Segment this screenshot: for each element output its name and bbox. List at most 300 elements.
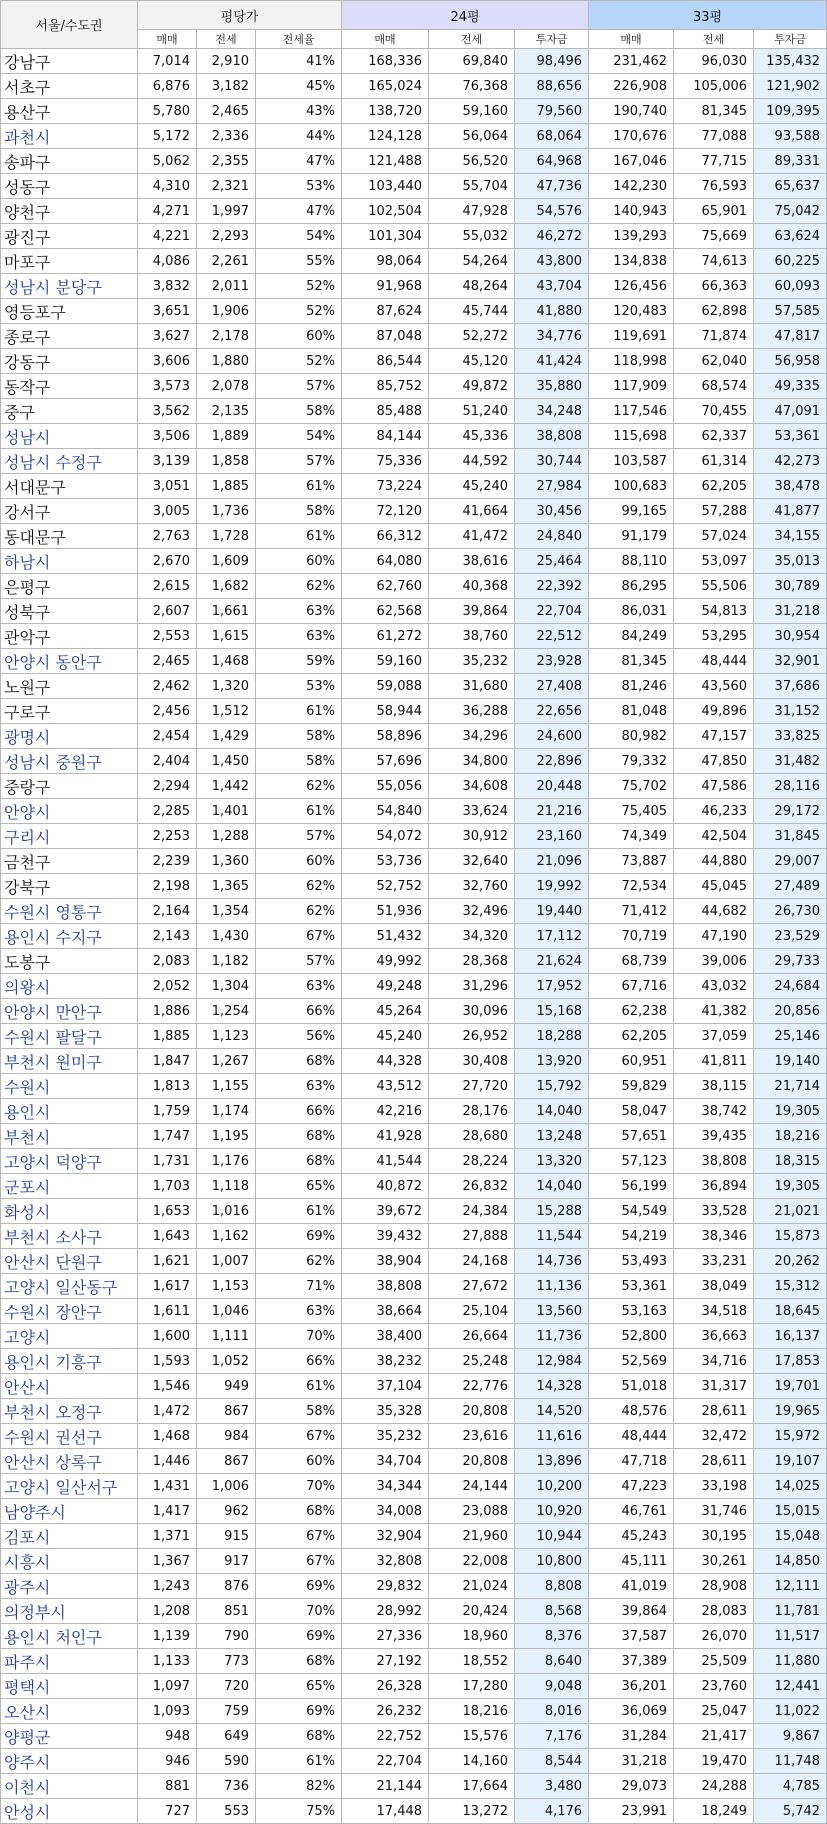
jeonse-ratio-cell: 43% xyxy=(256,99,342,124)
p33-jeonse-cell: 28,083 xyxy=(674,1599,754,1624)
p24-jeonse-cell: 69,840 xyxy=(429,49,515,74)
p33-investment-cell: 14,850 xyxy=(754,1549,827,1574)
p24-sale-cell: 84,144 xyxy=(342,424,429,449)
col-header: 매매 xyxy=(589,30,674,49)
p24-investment-cell: 13,320 xyxy=(515,1149,589,1174)
per-pyeong-jeonse-cell: 1,182 xyxy=(197,949,256,974)
per-pyeong-sale-cell: 4,221 xyxy=(138,224,197,249)
p24-investment-cell: 68,064 xyxy=(515,124,589,149)
p33-sale-cell: 23,991 xyxy=(589,1799,674,1824)
p24-investment-cell: 11,616 xyxy=(515,1424,589,1449)
region-cell: 수원시 영통구 xyxy=(1,899,138,924)
p24-investment-cell: 10,944 xyxy=(515,1524,589,1549)
p24-sale-cell: 54,840 xyxy=(342,799,429,824)
p24-investment-cell: 10,920 xyxy=(515,1499,589,1524)
p24-investment-cell: 47,736 xyxy=(515,174,589,199)
p33-jeonse-cell: 77,088 xyxy=(674,124,754,149)
p24-jeonse-cell: 24,168 xyxy=(429,1249,515,1274)
per-pyeong-jeonse-cell: 867 xyxy=(197,1449,256,1474)
per-pyeong-jeonse-cell: 1,360 xyxy=(197,849,256,874)
per-pyeong-jeonse-cell: 1,997 xyxy=(197,199,256,224)
p24-jeonse-cell: 52,272 xyxy=(429,324,515,349)
p33-investment-cell: 18,315 xyxy=(754,1149,827,1174)
jeonse-ratio-cell: 55% xyxy=(256,249,342,274)
p33-sale-cell: 140,943 xyxy=(589,199,674,224)
table-row xyxy=(1,549,827,574)
p24-sale-cell: 102,504 xyxy=(342,199,429,224)
p24-investment-cell: 3,480 xyxy=(515,1774,589,1799)
table-row xyxy=(1,574,827,599)
per-pyeong-sale-cell: 3,606 xyxy=(138,349,197,374)
per-pyeong-sale-cell: 1,759 xyxy=(138,1099,197,1124)
per-pyeong-jeonse-cell: 1,512 xyxy=(197,699,256,724)
p33-sale-cell: 46,761 xyxy=(589,1499,674,1524)
table-row xyxy=(1,874,827,899)
p33-investment-cell: 11,880 xyxy=(754,1649,827,1674)
p24-investment-cell: 34,248 xyxy=(515,399,589,424)
p24-sale-cell: 98,064 xyxy=(342,249,429,274)
p24-jeonse-cell: 41,664 xyxy=(429,499,515,524)
per-pyeong-jeonse-cell: 590 xyxy=(197,1749,256,1774)
p33-sale-cell: 118,998 xyxy=(589,349,674,374)
p24-sale-cell: 21,144 xyxy=(342,1774,429,1799)
region-cell: 성남시 xyxy=(1,424,138,449)
p24-investment-cell: 24,600 xyxy=(515,724,589,749)
p33-investment-cell: 18,216 xyxy=(754,1124,827,1149)
table-row xyxy=(1,699,827,724)
per-pyeong-jeonse-cell: 1,016 xyxy=(197,1199,256,1224)
region-cell: 안산시 상록구 xyxy=(1,1449,138,1474)
p33-jeonse-cell: 30,261 xyxy=(674,1549,754,1574)
per-pyeong-jeonse-cell: 1,254 xyxy=(197,999,256,1024)
table-row xyxy=(1,1374,827,1399)
group-header-33: 33평 xyxy=(589,1,827,30)
table-row xyxy=(1,124,827,149)
per-pyeong-sale-cell: 2,454 xyxy=(138,724,197,749)
p24-investment-cell: 11,544 xyxy=(515,1224,589,1249)
per-pyeong-sale-cell: 5,172 xyxy=(138,124,197,149)
per-pyeong-sale-cell: 2,404 xyxy=(138,749,197,774)
p33-sale-cell: 52,800 xyxy=(589,1324,674,1349)
p24-jeonse-cell: 55,032 xyxy=(429,224,515,249)
jeonse-ratio-cell: 68% xyxy=(256,1049,342,1074)
p24-investment-cell: 43,800 xyxy=(515,249,589,274)
region-cell: 평택시 xyxy=(1,1674,138,1699)
per-pyeong-jeonse-cell: 1,153 xyxy=(197,1274,256,1299)
region-cell: 성남시 중원구 xyxy=(1,749,138,774)
jeonse-ratio-cell: 52% xyxy=(256,299,342,324)
region-cell: 안양시 xyxy=(1,799,138,824)
per-pyeong-sale-cell: 1,885 xyxy=(138,1024,197,1049)
p24-investment-cell: 22,704 xyxy=(515,599,589,624)
p33-sale-cell: 39,864 xyxy=(589,1599,674,1624)
jeonse-ratio-cell: 68% xyxy=(256,1499,342,1524)
per-pyeong-sale-cell: 4,271 xyxy=(138,199,197,224)
table-row xyxy=(1,174,827,199)
table-row xyxy=(1,1349,827,1374)
jeonse-ratio-cell: 68% xyxy=(256,1124,342,1149)
p33-jeonse-cell: 42,504 xyxy=(674,824,754,849)
p33-investment-cell: 121,902 xyxy=(754,74,827,99)
p33-sale-cell: 99,165 xyxy=(589,499,674,524)
table-row xyxy=(1,374,827,399)
p33-investment-cell: 19,305 xyxy=(754,1099,827,1124)
p33-sale-cell: 45,111 xyxy=(589,1549,674,1574)
header-row-groups xyxy=(1,1,827,30)
p33-sale-cell: 81,345 xyxy=(589,649,674,674)
p33-sale-cell: 54,219 xyxy=(589,1224,674,1249)
p33-sale-cell: 81,048 xyxy=(589,699,674,724)
table-row xyxy=(1,1649,827,1674)
p24-jeonse-cell: 21,960 xyxy=(429,1524,515,1549)
p33-investment-cell: 41,877 xyxy=(754,499,827,524)
per-pyeong-jeonse-cell: 1,429 xyxy=(197,724,256,749)
per-pyeong-sale-cell: 946 xyxy=(138,1749,197,1774)
p33-sale-cell: 57,651 xyxy=(589,1124,674,1149)
table-row xyxy=(1,1049,827,1074)
p24-jeonse-cell: 32,640 xyxy=(429,849,515,874)
per-pyeong-jeonse-cell: 2,465 xyxy=(197,99,256,124)
p24-sale-cell: 39,432 xyxy=(342,1224,429,1249)
region-cell: 성남시 분당구 xyxy=(1,274,138,299)
table-row xyxy=(1,1674,827,1699)
p24-jeonse-cell: 56,064 xyxy=(429,124,515,149)
per-pyeong-jeonse-cell: 2,321 xyxy=(197,174,256,199)
p33-jeonse-cell: 62,040 xyxy=(674,349,754,374)
p24-sale-cell: 51,432 xyxy=(342,924,429,949)
p24-sale-cell: 29,832 xyxy=(342,1574,429,1599)
p24-jeonse-cell: 13,272 xyxy=(429,1799,515,1824)
p24-sale-cell: 75,336 xyxy=(342,449,429,474)
p33-investment-cell: 135,432 xyxy=(754,49,827,74)
p24-sale-cell: 73,224 xyxy=(342,474,429,499)
per-pyeong-jeonse-cell: 2,355 xyxy=(197,149,256,174)
p33-sale-cell: 62,238 xyxy=(589,999,674,1024)
p33-investment-cell: 57,585 xyxy=(754,299,827,324)
table-row xyxy=(1,1749,827,1774)
table-row xyxy=(1,999,827,1024)
per-pyeong-sale-cell: 3,051 xyxy=(138,474,197,499)
p24-investment-cell: 30,744 xyxy=(515,449,589,474)
per-pyeong-jeonse-cell: 1,885 xyxy=(197,474,256,499)
p24-jeonse-cell: 34,608 xyxy=(429,774,515,799)
p33-sale-cell: 73,887 xyxy=(589,849,674,874)
p24-jeonse-cell: 20,808 xyxy=(429,1449,515,1474)
p24-jeonse-cell: 30,096 xyxy=(429,999,515,1024)
p33-jeonse-cell: 54,813 xyxy=(674,599,754,624)
p33-investment-cell: 31,845 xyxy=(754,824,827,849)
p24-jeonse-cell: 30,408 xyxy=(429,1049,515,1074)
jeonse-ratio-cell: 65% xyxy=(256,1674,342,1699)
region-cell: 종로구 xyxy=(1,324,138,349)
p33-investment-cell: 11,781 xyxy=(754,1599,827,1624)
p24-investment-cell: 14,520 xyxy=(515,1399,589,1424)
per-pyeong-jeonse-cell: 1,176 xyxy=(197,1149,256,1174)
p33-investment-cell: 33,825 xyxy=(754,724,827,749)
table-row xyxy=(1,424,827,449)
p33-jeonse-cell: 38,742 xyxy=(674,1099,754,1124)
p24-investment-cell: 35,880 xyxy=(515,374,589,399)
p33-sale-cell: 45,243 xyxy=(589,1524,674,1549)
p33-jeonse-cell: 47,157 xyxy=(674,724,754,749)
p33-sale-cell: 120,483 xyxy=(589,299,674,324)
per-pyeong-sale-cell: 1,367 xyxy=(138,1549,197,1574)
table-row xyxy=(1,1424,827,1449)
p24-sale-cell: 58,896 xyxy=(342,724,429,749)
region-cell: 금천구 xyxy=(1,849,138,874)
p24-sale-cell: 26,232 xyxy=(342,1699,429,1724)
p33-investment-cell: 20,856 xyxy=(754,999,827,1024)
p33-investment-cell: 93,588 xyxy=(754,124,827,149)
p33-investment-cell: 21,021 xyxy=(754,1199,827,1224)
per-pyeong-jeonse-cell: 917 xyxy=(197,1549,256,1574)
jeonse-ratio-cell: 41% xyxy=(256,49,342,74)
per-pyeong-sale-cell: 948 xyxy=(138,1724,197,1749)
table-row xyxy=(1,1299,827,1324)
per-pyeong-jeonse-cell: 1,728 xyxy=(197,524,256,549)
p33-investment-cell: 32,901 xyxy=(754,649,827,674)
jeonse-ratio-cell: 57% xyxy=(256,374,342,399)
table-row xyxy=(1,1324,827,1349)
p33-jeonse-cell: 39,006 xyxy=(674,949,754,974)
p24-investment-cell: 41,880 xyxy=(515,299,589,324)
p24-investment-cell: 27,984 xyxy=(515,474,589,499)
per-pyeong-jeonse-cell: 1,880 xyxy=(197,349,256,374)
p33-jeonse-cell: 36,894 xyxy=(674,1174,754,1199)
region-cell: 중구 xyxy=(1,399,138,424)
p24-jeonse-cell: 45,240 xyxy=(429,474,515,499)
p24-jeonse-cell: 51,240 xyxy=(429,399,515,424)
p24-jeonse-cell: 45,744 xyxy=(429,299,515,324)
per-pyeong-jeonse-cell: 1,450 xyxy=(197,749,256,774)
per-pyeong-jeonse-cell: 1,304 xyxy=(197,974,256,999)
per-pyeong-jeonse-cell: 773 xyxy=(197,1649,256,1674)
p33-sale-cell: 117,909 xyxy=(589,374,674,399)
p33-sale-cell: 190,740 xyxy=(589,99,674,124)
jeonse-ratio-cell: 66% xyxy=(256,1099,342,1124)
jeonse-ratio-cell: 47% xyxy=(256,199,342,224)
p33-investment-cell: 9,867 xyxy=(754,1724,827,1749)
p24-investment-cell: 10,800 xyxy=(515,1549,589,1574)
table-row xyxy=(1,499,827,524)
p33-sale-cell: 53,163 xyxy=(589,1299,674,1324)
table-row xyxy=(1,1724,827,1749)
p33-jeonse-cell: 44,880 xyxy=(674,849,754,874)
p33-jeonse-cell: 44,682 xyxy=(674,899,754,924)
region-cell: 안양시 동안구 xyxy=(1,649,138,674)
jeonse-ratio-cell: 57% xyxy=(256,449,342,474)
per-pyeong-jeonse-cell: 2,910 xyxy=(197,49,256,74)
p24-investment-cell: 15,792 xyxy=(515,1074,589,1099)
per-pyeong-jeonse-cell: 1,155 xyxy=(197,1074,256,1099)
p24-sale-cell: 103,440 xyxy=(342,174,429,199)
p33-investment-cell: 56,958 xyxy=(754,349,827,374)
p24-sale-cell: 22,704 xyxy=(342,1749,429,1774)
p24-jeonse-cell: 27,672 xyxy=(429,1274,515,1299)
p33-investment-cell: 30,954 xyxy=(754,624,827,649)
region-cell: 용인시 수지구 xyxy=(1,924,138,949)
per-pyeong-sale-cell: 2,763 xyxy=(138,524,197,549)
jeonse-ratio-cell: 62% xyxy=(256,1249,342,1274)
p24-sale-cell: 43,512 xyxy=(342,1074,429,1099)
region-cell: 고양시 일산서구 xyxy=(1,1474,138,1499)
jeonse-ratio-cell: 61% xyxy=(256,1199,342,1224)
p24-investment-cell: 34,776 xyxy=(515,324,589,349)
p33-jeonse-cell: 37,059 xyxy=(674,1024,754,1049)
per-pyeong-sale-cell: 2,607 xyxy=(138,599,197,624)
p24-jeonse-cell: 39,864 xyxy=(429,599,515,624)
region-cell: 중랑구 xyxy=(1,774,138,799)
p33-jeonse-cell: 62,337 xyxy=(674,424,754,449)
p33-investment-cell: 49,335 xyxy=(754,374,827,399)
region-cell: 안양시 만안구 xyxy=(1,999,138,1024)
p24-sale-cell: 52,752 xyxy=(342,874,429,899)
region-cell: 강서구 xyxy=(1,499,138,524)
p24-sale-cell: 53,736 xyxy=(342,849,429,874)
p33-jeonse-cell: 57,024 xyxy=(674,524,754,549)
per-pyeong-sale-cell: 5,062 xyxy=(138,149,197,174)
p33-jeonse-cell: 71,874 xyxy=(674,324,754,349)
p24-jeonse-cell: 59,160 xyxy=(429,99,515,124)
jeonse-ratio-cell: 45% xyxy=(256,74,342,99)
p33-jeonse-cell: 34,716 xyxy=(674,1349,754,1374)
per-pyeong-sale-cell: 1,097 xyxy=(138,1674,197,1699)
p33-sale-cell: 41,019 xyxy=(589,1574,674,1599)
p24-sale-cell: 38,808 xyxy=(342,1274,429,1299)
per-pyeong-sale-cell: 2,083 xyxy=(138,949,197,974)
per-pyeong-jeonse-cell: 736 xyxy=(197,1774,256,1799)
p33-jeonse-cell: 41,382 xyxy=(674,999,754,1024)
per-pyeong-sale-cell: 1,431 xyxy=(138,1474,197,1499)
p24-jeonse-cell: 34,320 xyxy=(429,924,515,949)
jeonse-ratio-cell: 63% xyxy=(256,624,342,649)
p24-investment-cell: 8,544 xyxy=(515,1749,589,1774)
table-row xyxy=(1,1274,827,1299)
p24-jeonse-cell: 18,552 xyxy=(429,1649,515,1674)
p24-jeonse-cell: 22,776 xyxy=(429,1374,515,1399)
per-pyeong-sale-cell: 1,643 xyxy=(138,1224,197,1249)
region-cell: 강북구 xyxy=(1,874,138,899)
p33-investment-cell: 15,312 xyxy=(754,1274,827,1299)
p33-sale-cell: 31,284 xyxy=(589,1724,674,1749)
p33-investment-cell: 19,305 xyxy=(754,1174,827,1199)
p24-sale-cell: 37,104 xyxy=(342,1374,429,1399)
region-cell: 서대문구 xyxy=(1,474,138,499)
per-pyeong-jeonse-cell: 1,162 xyxy=(197,1224,256,1249)
per-pyeong-sale-cell: 1,617 xyxy=(138,1274,197,1299)
p33-investment-cell: 35,013 xyxy=(754,549,827,574)
p33-investment-cell: 47,817 xyxy=(754,324,827,349)
p24-sale-cell: 85,488 xyxy=(342,399,429,424)
p24-investment-cell: 21,624 xyxy=(515,949,589,974)
p24-jeonse-cell: 22,008 xyxy=(429,1549,515,1574)
region-cell: 노원구 xyxy=(1,674,138,699)
table-row xyxy=(1,1399,827,1424)
jeonse-ratio-cell: 60% xyxy=(256,1449,342,1474)
p24-sale-cell: 45,240 xyxy=(342,1024,429,1049)
p33-investment-cell: 18,645 xyxy=(754,1299,827,1324)
p24-sale-cell: 64,080 xyxy=(342,549,429,574)
p33-investment-cell: 15,015 xyxy=(754,1499,827,1524)
per-pyeong-sale-cell: 1,731 xyxy=(138,1149,197,1174)
p24-sale-cell: 34,344 xyxy=(342,1474,429,1499)
p33-sale-cell: 67,716 xyxy=(589,974,674,999)
p33-investment-cell: 34,155 xyxy=(754,524,827,549)
p24-jeonse-cell: 18,960 xyxy=(429,1624,515,1649)
table-row xyxy=(1,449,827,474)
table-row xyxy=(1,1799,827,1824)
p24-investment-cell: 14,040 xyxy=(515,1099,589,1124)
p24-jeonse-cell: 17,280 xyxy=(429,1674,515,1699)
table-row xyxy=(1,199,827,224)
jeonse-ratio-cell: 61% xyxy=(256,1374,342,1399)
p24-jeonse-cell: 36,288 xyxy=(429,699,515,724)
per-pyeong-sale-cell: 3,832 xyxy=(138,274,197,299)
per-pyeong-sale-cell: 1,847 xyxy=(138,1049,197,1074)
jeonse-ratio-cell: 56% xyxy=(256,1024,342,1049)
p33-jeonse-cell: 62,205 xyxy=(674,474,754,499)
per-pyeong-jeonse-cell: 1,430 xyxy=(197,924,256,949)
p33-jeonse-cell: 39,435 xyxy=(674,1124,754,1149)
p33-investment-cell: 12,111 xyxy=(754,1574,827,1599)
jeonse-ratio-cell: 66% xyxy=(256,1349,342,1374)
p33-jeonse-cell: 47,850 xyxy=(674,749,754,774)
jeonse-ratio-cell: 60% xyxy=(256,324,342,349)
p24-investment-cell: 9,048 xyxy=(515,1674,589,1699)
per-pyeong-sale-cell: 3,562 xyxy=(138,399,197,424)
p33-sale-cell: 53,361 xyxy=(589,1274,674,1299)
p24-jeonse-cell: 31,680 xyxy=(429,674,515,699)
p24-investment-cell: 7,176 xyxy=(515,1724,589,1749)
p24-investment-cell: 14,328 xyxy=(515,1374,589,1399)
col-header: 전세 xyxy=(429,30,515,49)
p24-sale-cell: 101,304 xyxy=(342,224,429,249)
p33-sale-cell: 47,223 xyxy=(589,1474,674,1499)
per-pyeong-sale-cell: 1,472 xyxy=(138,1399,197,1424)
p24-investment-cell: 13,248 xyxy=(515,1124,589,1149)
p33-investment-cell: 42,273 xyxy=(754,449,827,474)
p24-sale-cell: 39,672 xyxy=(342,1199,429,1224)
per-pyeong-jeonse-cell: 2,336 xyxy=(197,124,256,149)
jeonse-ratio-cell: 58% xyxy=(256,399,342,424)
region-cell: 광진구 xyxy=(1,224,138,249)
p33-jeonse-cell: 76,593 xyxy=(674,174,754,199)
jeonse-ratio-cell: 47% xyxy=(256,149,342,174)
p33-investment-cell: 21,714 xyxy=(754,1074,827,1099)
p24-investment-cell: 19,440 xyxy=(515,899,589,924)
p24-jeonse-cell: 24,384 xyxy=(429,1199,515,1224)
p24-jeonse-cell: 32,760 xyxy=(429,874,515,899)
p24-investment-cell: 13,920 xyxy=(515,1049,589,1074)
p24-investment-cell: 24,840 xyxy=(515,524,589,549)
per-pyeong-sale-cell: 3,506 xyxy=(138,424,197,449)
per-pyeong-sale-cell: 1,593 xyxy=(138,1349,197,1374)
table-row xyxy=(1,224,827,249)
jeonse-ratio-cell: 62% xyxy=(256,899,342,924)
p24-sale-cell: 121,488 xyxy=(342,149,429,174)
p24-investment-cell: 54,576 xyxy=(515,199,589,224)
table-row xyxy=(1,949,827,974)
jeonse-ratio-cell: 58% xyxy=(256,749,342,774)
region-cell: 영등포구 xyxy=(1,299,138,324)
p33-jeonse-cell: 81,345 xyxy=(674,99,754,124)
p33-jeonse-cell: 18,249 xyxy=(674,1799,754,1824)
table-row xyxy=(1,824,827,849)
p24-investment-cell: 13,896 xyxy=(515,1449,589,1474)
region-cell: 화성시 xyxy=(1,1199,138,1224)
per-pyeong-sale-cell: 4,086 xyxy=(138,249,197,274)
p33-investment-cell: 4,785 xyxy=(754,1774,827,1799)
